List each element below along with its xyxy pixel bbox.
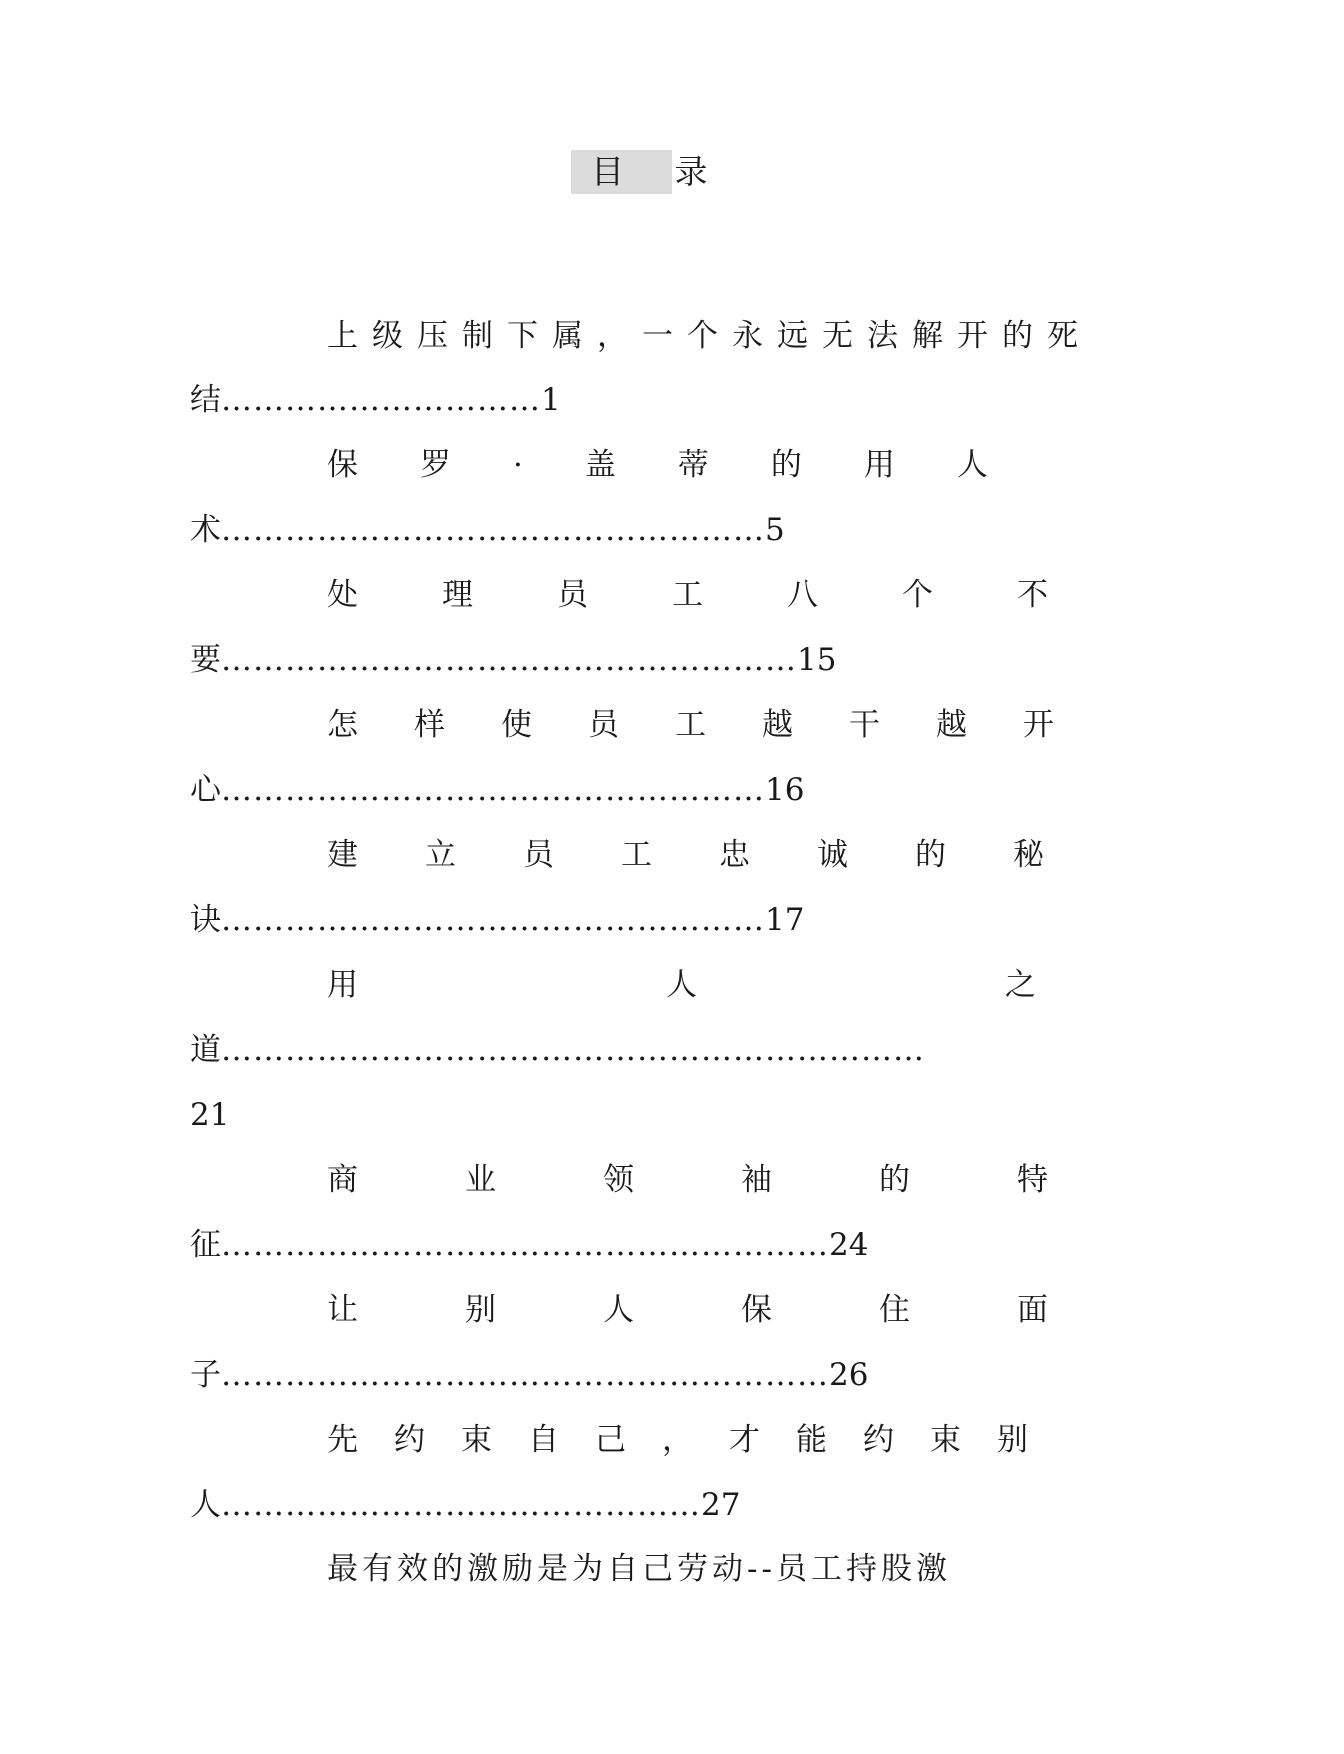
toc-heading-text: 上级压制下属，一个永远无法解开的死 (327, 318, 1092, 354)
toc-leader-dots: …………………………………………… (221, 772, 765, 808)
toc-entry-3-heading[interactable] (327, 575, 1132, 615)
toc-tail: 征 (190, 1227, 221, 1263)
toc-leader-dots: …………………………………………… (221, 512, 765, 548)
toc-heading-text: 处理员工八个不 (327, 577, 1132, 613)
toc-entry-6-tail[interactable] (190, 1030, 1050, 1070)
toc-entry-5-tail[interactable] (190, 900, 804, 940)
toc-page-number: 1 (541, 382, 561, 418)
toc-tail: 术 (190, 512, 221, 548)
toc-tail: 心 (190, 772, 221, 808)
toc-entry-2-heading[interactable] (327, 445, 1050, 485)
toc-tail: 结 (190, 382, 221, 418)
toc-entry-4-tail[interactable] (190, 770, 804, 810)
toc-entry-7-heading[interactable] (327, 1160, 1155, 1200)
toc-heading-text: 先约束自己，才能约束别 (327, 1422, 1064, 1458)
toc-heading-text: 用人之 (327, 967, 1344, 1003)
toc-heading-text: 最有效的激励是为自己劳动--员工持股激 (327, 1551, 951, 1587)
toc-heading-text: 建立员工忠诚的秘 (327, 837, 1111, 873)
toc-entry-3-tail[interactable] (190, 640, 836, 680)
toc-tail: 人 (190, 1487, 221, 1523)
toc-heading-text: 怎样使员工越干越开 (327, 707, 1110, 743)
toc-entry-7-tail[interactable] (190, 1225, 868, 1265)
toc-page-number: 26 (829, 1357, 869, 1393)
toc-entry-1-tail[interactable] (190, 380, 561, 420)
toc-page-number: 16 (765, 772, 805, 808)
toc-entry-9-heading[interactable] (327, 1420, 1064, 1460)
toc-entry-6-page[interactable] (190, 1095, 229, 1135)
toc-entry-5-heading[interactable] (327, 835, 1111, 875)
toc-entry-4-heading[interactable] (327, 705, 1110, 745)
toc-tail: 道 (190, 1032, 221, 1068)
toc-entry-8-heading[interactable] (327, 1290, 1155, 1330)
toc-entry-10-heading[interactable] (327, 1549, 1052, 1589)
toc-tail: 要 (190, 642, 221, 678)
toc-entry-8-tail[interactable] (190, 1355, 868, 1395)
toc-entry-2-tail[interactable] (190, 510, 785, 550)
toc-page-number: 21 (190, 1097, 230, 1133)
toc-tail: 诀 (190, 902, 221, 938)
toc-page-number: 24 (829, 1227, 869, 1263)
toc-title: 目 录 (571, 150, 672, 194)
toc-leader-dots: …………………………………………… (221, 902, 765, 938)
toc-entry-6-heading[interactable] (327, 965, 1344, 1005)
toc-leader-dots: ………………………………………………… (221, 1357, 829, 1393)
toc-heading-text: 保罗·盖蒂的用人 (327, 447, 1050, 483)
toc-entry-1-heading[interactable] (327, 316, 1092, 356)
toc-page-number: 17 (765, 902, 805, 938)
toc-entry-9-tail[interactable] (190, 1485, 740, 1525)
toc-leader-dots: ………………………………………………………… (221, 1032, 925, 1068)
toc-tail: 子 (190, 1357, 221, 1393)
toc-page-number: 15 (797, 642, 837, 678)
toc-leader-dots: ………………………………………………… (221, 1227, 829, 1263)
toc-leader-dots: ……………………………………… (221, 1487, 701, 1523)
toc-page-number: 27 (701, 1487, 741, 1523)
toc-leader-dots: ……………………………………………… (221, 642, 797, 678)
toc-heading-text: 商业领袖的特 (327, 1162, 1155, 1198)
toc-heading-text: 让别人保住面 (327, 1292, 1155, 1328)
toc-leader-dots: ………………………… (221, 382, 541, 418)
toc-page-number: 5 (765, 512, 785, 548)
